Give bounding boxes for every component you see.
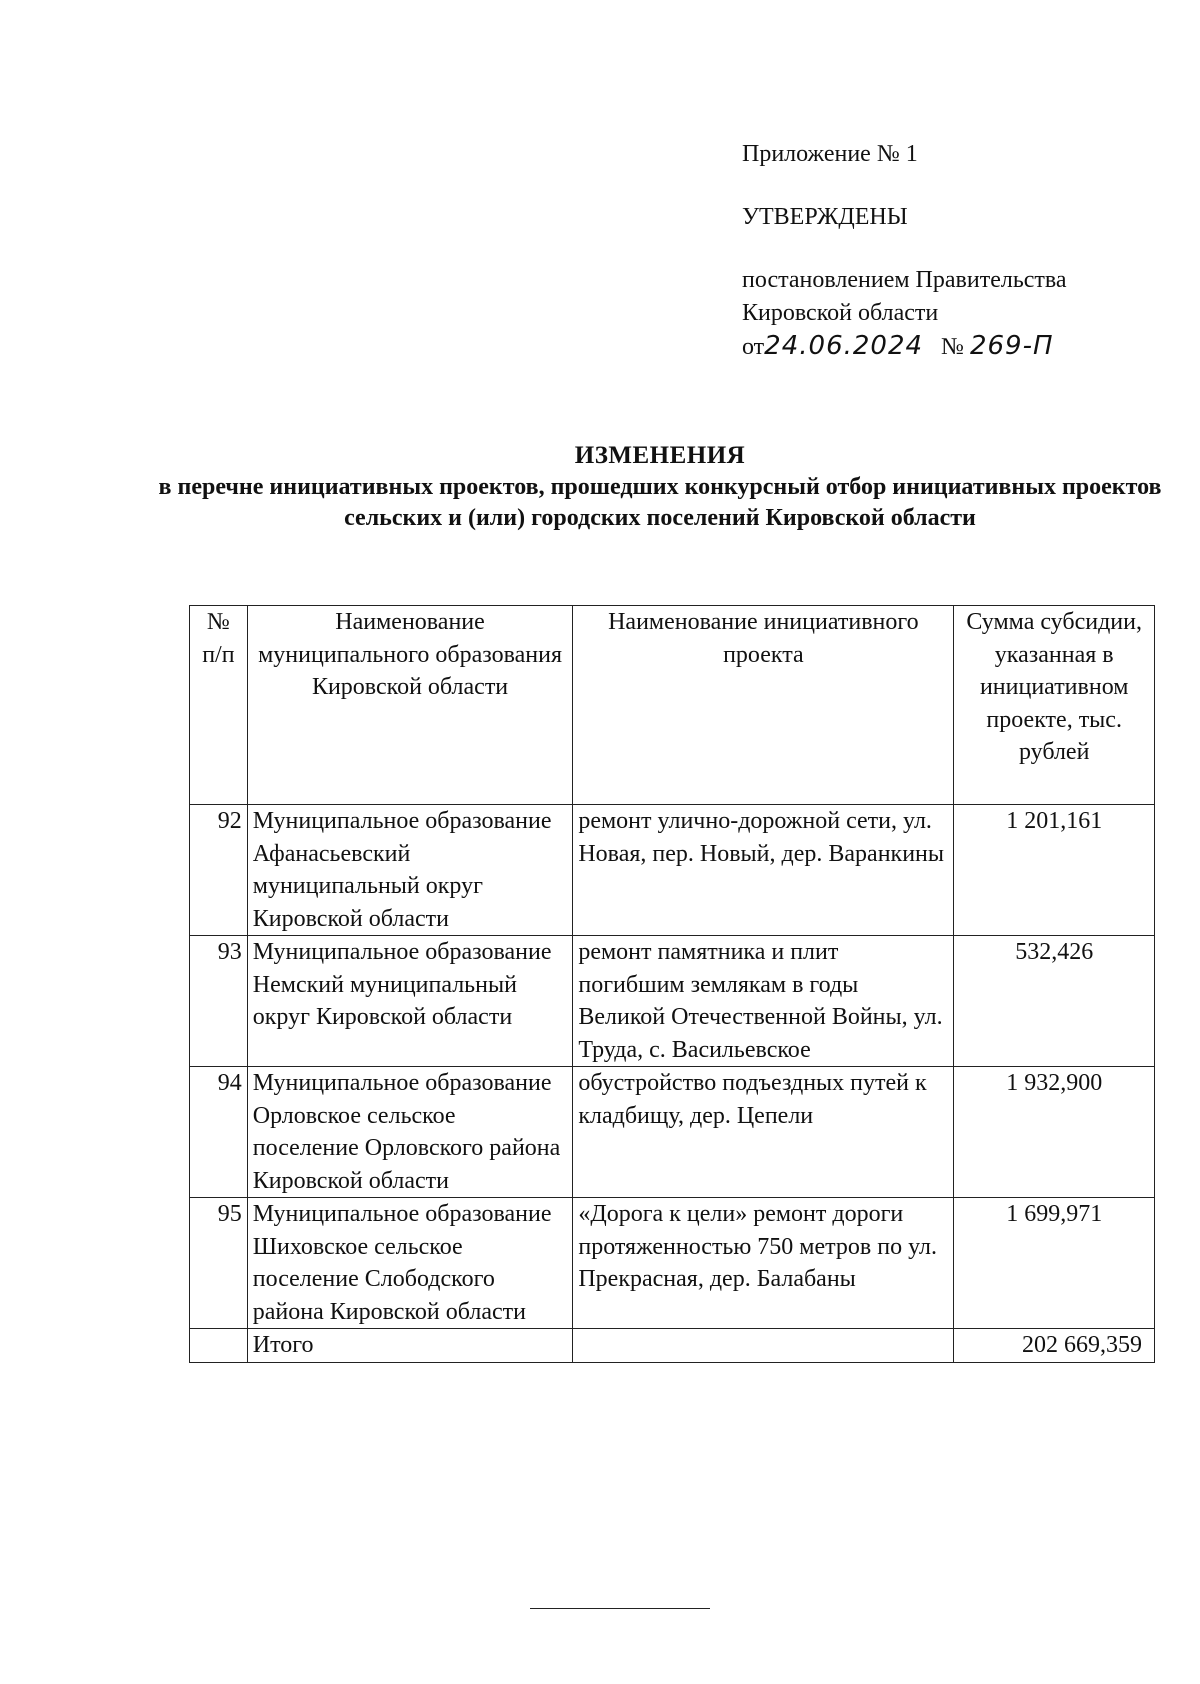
row-number: 95	[190, 1198, 248, 1329]
approval-line-2: Кировской области	[742, 300, 939, 326]
approval-block	[742, 138, 1067, 364]
total-amount: 202 669,359	[954, 1329, 1155, 1363]
header-amount: Сумма субсидии, указанная в инициативном проекте, тыс. рублей	[954, 606, 1155, 805]
row-project: ремонт улично-дорожной сети, ул. Новая, пер. Новый, дер. Варанкины	[573, 805, 954, 936]
header-number: № п/п	[190, 606, 248, 805]
row-number: 92	[190, 805, 248, 936]
table-row	[190, 1198, 1155, 1329]
approval-date-line	[742, 330, 1067, 364]
total-row	[190, 1329, 1155, 1363]
row-municipality: Муниципальное образование Шиховское сельское поселение Слободского района Кировской области	[247, 1198, 573, 1329]
row-amount: 1 699,971	[954, 1198, 1155, 1329]
row-amount: 1 201,161	[954, 805, 1155, 936]
number-prefix: №	[941, 334, 964, 360]
total-label: Итого	[247, 1329, 573, 1363]
row-number: 94	[190, 1067, 248, 1198]
bottom-divider	[530, 1608, 710, 1609]
row-project: ремонт памятника и плит погибшим землякам в годы Великой Отечественной Войны, ул. Труда, с. Васильевское	[573, 936, 954, 1067]
approved-label: УТВЕРЖДЕНЫ	[742, 204, 908, 230]
approval-line-1: постановлением Правительства	[742, 267, 1067, 293]
total-project-cell	[573, 1329, 954, 1363]
row-municipality: Муниципальное образование Орловское сельское поселение Орловского района Кировской области	[247, 1067, 573, 1198]
document-title: ИЗМЕНЕНИЯ	[574, 442, 746, 469]
handwritten-date: 24.06.2024	[764, 331, 924, 361]
row-project: «Дорога к цели» ремонт дороги протяженностью 750 метров по ул. Прекрасная, дер. Балабаны	[573, 1198, 954, 1329]
appendix-label: Приложение № 1	[742, 141, 918, 167]
header-municipality: Наименование муниципального образования Кировской области	[247, 606, 573, 805]
row-project: обустройство подъездных путей к кладбищу, дер. Цепели	[573, 1067, 954, 1198]
handwritten-number: 269-П	[969, 331, 1054, 361]
row-municipality: Муниципальное образование Афанасьевский муниципальный округ Кировской области	[247, 805, 573, 936]
date-prefix: от	[742, 334, 765, 360]
header-project: Наименование инициативного проекта	[573, 606, 954, 805]
table-row	[190, 805, 1155, 936]
row-municipality: Муниципальное образование Немский муниципальный округ Кировской области	[247, 936, 573, 1067]
table-row	[190, 1067, 1155, 1198]
document-heading	[150, 440, 1170, 534]
projects-table	[189, 605, 1155, 1363]
table-row	[190, 936, 1155, 1067]
row-amount: 1 932,900	[954, 1067, 1155, 1198]
total-number-cell	[190, 1329, 248, 1363]
row-amount: 532,426	[954, 936, 1155, 1067]
table-header-row	[190, 606, 1155, 805]
document-subtitle: в перечне инициативных проектов, прошедших конкурсный отбор инициативных проектов сельских и (или) городских поселений Кировской области	[158, 474, 1162, 531]
row-number: 93	[190, 936, 248, 1067]
